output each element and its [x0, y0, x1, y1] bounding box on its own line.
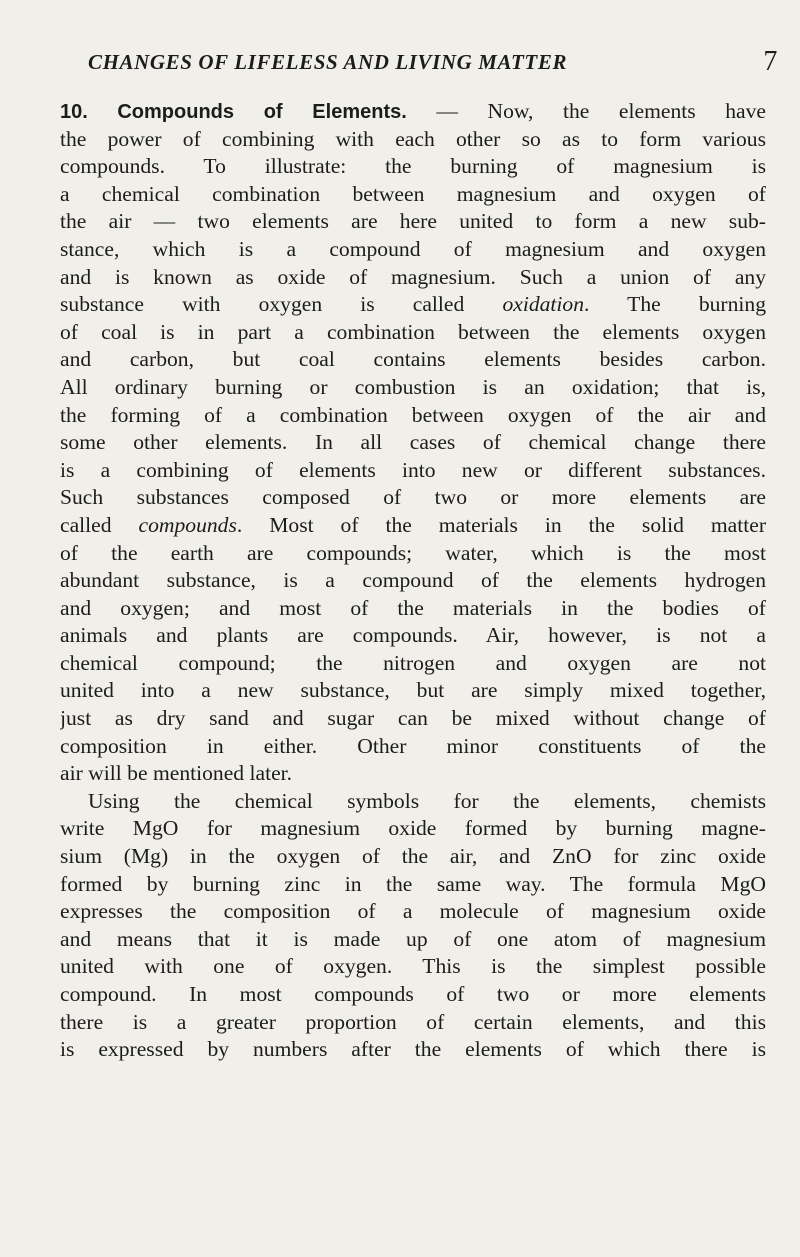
text-line: the power of combining with each other so as to form various	[60, 126, 766, 151]
text-line: Using the chemical symbols for the elements, chemists	[88, 788, 766, 813]
text-run: — Now, the elements have	[406, 99, 766, 123]
text-line: is a combining of elements into new or different substances.	[60, 457, 766, 482]
text-line: and oxygen; and most of the materials in the bodies of	[60, 595, 766, 620]
text-line: composition in either. Other minor constituents of the	[60, 733, 766, 758]
body-text	[60, 98, 766, 1064]
text-line: animals and plants are compounds. Air, however, is not a	[60, 623, 766, 648]
text-line: united with one of oxygen. This is the simplest possible	[60, 954, 766, 979]
section-heading: Compounds of Elements.	[117, 101, 407, 123]
text-line: All ordinary burning or combustion is an oxidation; that is,	[60, 374, 766, 399]
text-line: is expressed by numbers after the elements of which there is	[60, 1037, 766, 1062]
text-line: sium (Mg) in the oxygen of the air, and ZnO for zinc oxide	[60, 844, 766, 869]
text-line: compounds. To illustrate: the burning of magnesium is	[60, 154, 766, 179]
text-line: of the earth are compounds; water, which is the most	[60, 540, 766, 565]
text-run: . Most of the materials in the solid matter	[236, 512, 766, 537]
text-line: abundant substance, is a compound of the elements hydrogen	[60, 568, 766, 593]
text-line: the air — two elements are here united to form a new sub-	[60, 209, 766, 234]
text-line	[60, 512, 766, 540]
text-line: and carbon, but coal contains elements besides carbon.	[60, 347, 766, 372]
running-title: CHANGES OF LIFELESS AND LIVING MATTER	[88, 50, 568, 74]
running-header	[88, 46, 778, 80]
text-line: there is a greater proportion of certain elements, and this	[60, 1009, 766, 1034]
text-line: write MgO for magnesium oxide formed by burning magne-	[60, 816, 766, 841]
text-run: . The burning	[584, 292, 766, 317]
text-line: expresses the composition of a molecule of magnesium oxide	[60, 899, 766, 924]
text-run: called	[60, 512, 139, 537]
text-line: compound. In most compounds of two or more elements	[60, 982, 766, 1006]
term-oxidation: oxidation	[502, 292, 585, 317]
section-number: 10.	[60, 101, 88, 123]
text-line: the forming of a combination between oxygen of the air and	[60, 402, 766, 427]
text-line: and means that it is made up of one atom of magnesium	[60, 926, 766, 951]
text-line: a chemical combination between magnesium and oxygen of	[60, 181, 766, 206]
text-line: of coal is in part a combination between the elements oxygen	[60, 319, 766, 344]
paragraph-chemical-symbols	[60, 788, 766, 1064]
page-number: 7	[763, 46, 778, 77]
text-line: stance, which is a compound of magnesium and oxygen	[60, 236, 766, 261]
text-line: just as dry sand and sugar can be mixed without change of	[60, 706, 766, 731]
term-compounds: compounds	[138, 512, 237, 537]
text-line: Such substances composed of two or more elements are	[60, 485, 766, 510]
text-line: air will be mentioned later.	[60, 761, 293, 786]
paragraph-compounds	[60, 98, 766, 788]
text-line: and is known as oxide of magnesium. Such a union of any	[60, 264, 766, 289]
text-line: chemical compound; the nitrogen and oxygen are not	[60, 650, 766, 675]
text-line: some other elements. In all cases of chemical change there	[60, 430, 766, 455]
text-line: formed by burning zinc in the same way. The formula MgO	[60, 871, 766, 896]
text-line: united into a new substance, but are simply mixed together,	[60, 678, 766, 703]
text-run: substance with oxygen is called	[60, 292, 503, 317]
text-line	[60, 98, 766, 126]
text-line	[60, 291, 766, 319]
